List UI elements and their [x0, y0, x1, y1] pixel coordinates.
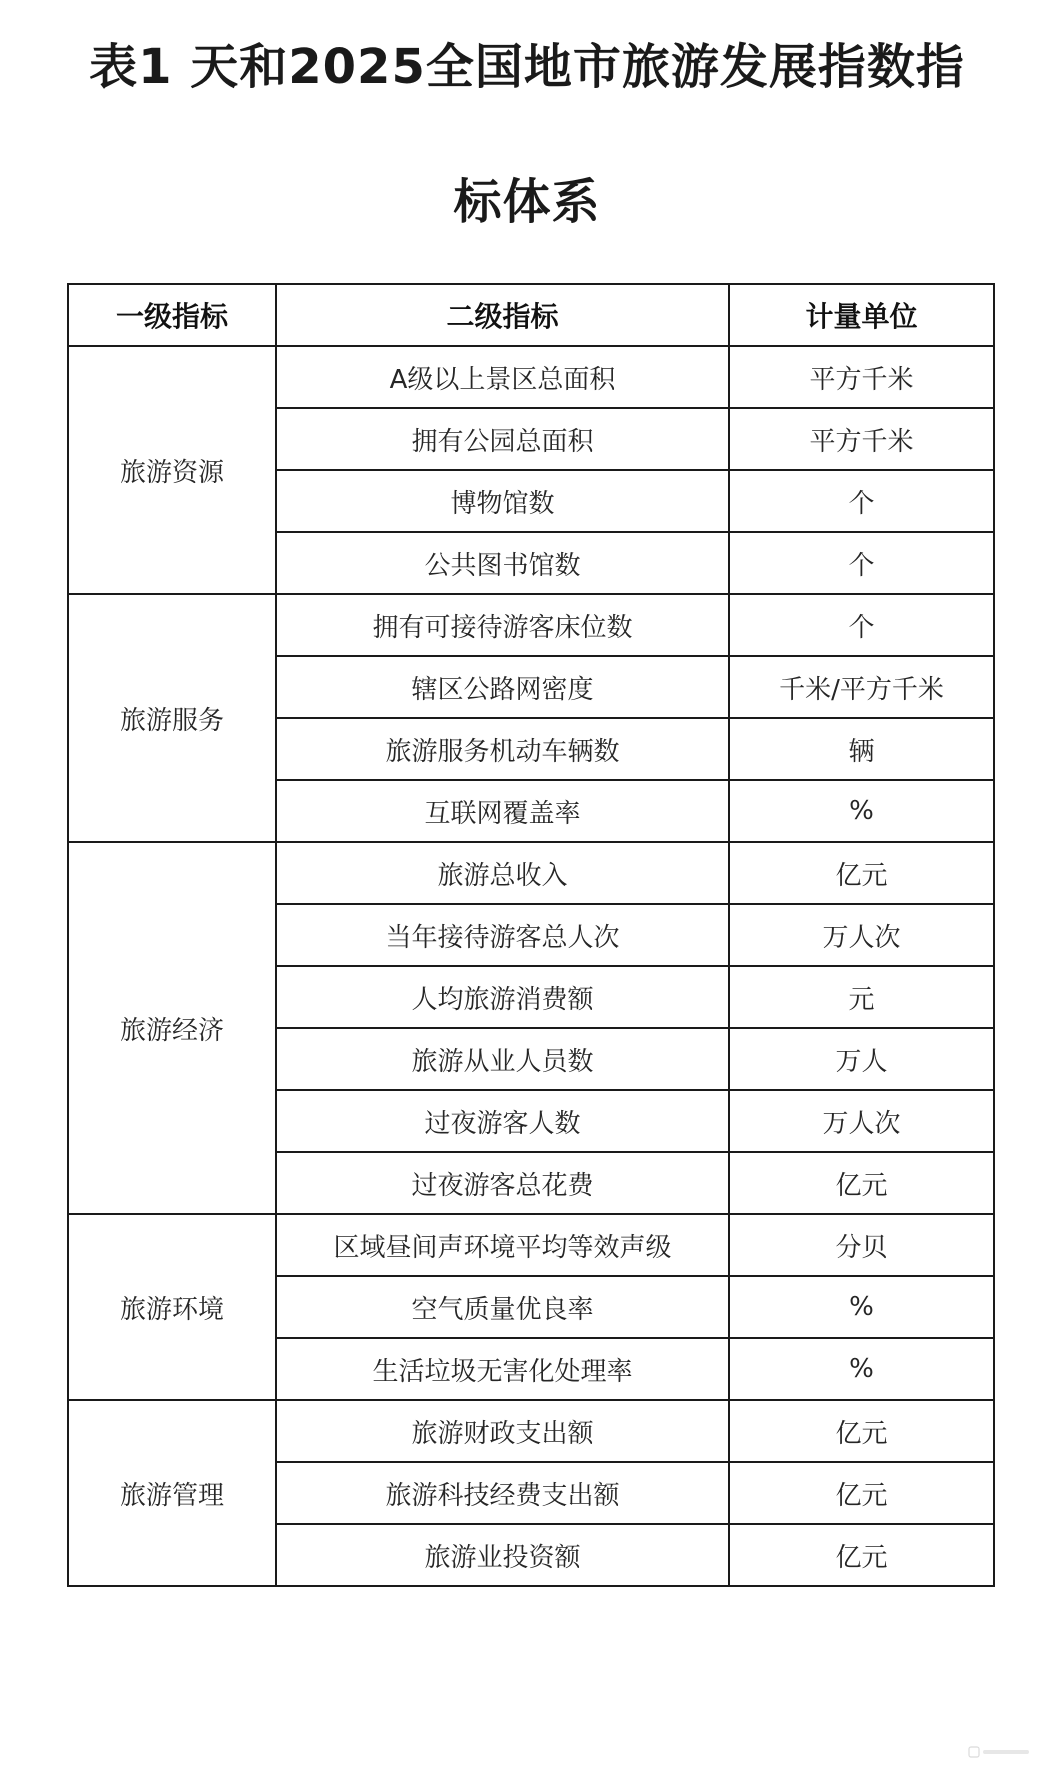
header-primary-indicator: 一级指标: [68, 284, 276, 346]
unit-cell: 万人次: [729, 1090, 994, 1152]
unit-cell: 个: [729, 532, 994, 594]
secondary-indicator-cell: 拥有可接待游客床位数: [276, 594, 729, 656]
header-secondary-indicator: 二级指标: [276, 284, 729, 346]
secondary-indicator-cell: 区域昼间声环境平均等效声级: [276, 1214, 729, 1276]
secondary-indicator-cell: 旅游业投资额: [276, 1524, 729, 1586]
secondary-indicator-cell: 人均旅游消费额: [276, 966, 729, 1028]
secondary-indicator-cell: 当年接待游客总人次: [276, 904, 729, 966]
unit-cell: 亿元: [729, 1400, 994, 1462]
unit-cell: 亿元: [729, 1462, 994, 1524]
table-row: [68, 842, 994, 904]
unit-cell: 亿元: [729, 1152, 994, 1214]
secondary-indicator-cell: 拥有公园总面积: [276, 408, 729, 470]
secondary-indicator-cell: 空气质量优良率: [276, 1276, 729, 1338]
index-system-table: [67, 283, 995, 1587]
secondary-indicator-cell: 互联网覆盖率: [276, 780, 729, 842]
primary-indicator-cell: 旅游资源: [68, 346, 276, 594]
unit-cell: 亿元: [729, 1524, 994, 1586]
secondary-indicator-cell: 过夜游客总花费: [276, 1152, 729, 1214]
secondary-indicator-cell: 过夜游客人数: [276, 1090, 729, 1152]
header-unit: 计量单位: [729, 284, 994, 346]
secondary-indicator-cell: 旅游科技经费支出额: [276, 1462, 729, 1524]
unit-cell: 万人次: [729, 904, 994, 966]
unit-cell: 千米/平方千米: [729, 656, 994, 718]
table-row: [68, 1400, 994, 1462]
unit-cell: 平方千米: [729, 408, 994, 470]
watermark-logo-icon: [968, 1744, 1032, 1760]
primary-indicator-cell: 旅游环境: [68, 1214, 276, 1400]
secondary-indicator-cell: 公共图书馆数: [276, 532, 729, 594]
secondary-indicator-cell: 辖区公路网密度: [276, 656, 729, 718]
secondary-indicator-cell: 博物馆数: [276, 470, 729, 532]
page-title: 表1 天和2025全国地市旅游发展指数指: [89, 39, 965, 95]
page-title-continued: 标体系: [453, 174, 601, 230]
primary-indicator-cell: 旅游管理: [68, 1400, 276, 1586]
unit-cell: %: [729, 1338, 994, 1400]
primary-indicator-cell: 旅游经济: [68, 842, 276, 1214]
table-row: [68, 1214, 994, 1276]
table-header-row: [68, 284, 994, 346]
table-row: [68, 594, 994, 656]
table-row: [68, 346, 994, 408]
unit-cell: 亿元: [729, 842, 994, 904]
unit-cell: 个: [729, 470, 994, 532]
unit-cell: 辆: [729, 718, 994, 780]
secondary-indicator-cell: 旅游财政支出额: [276, 1400, 729, 1462]
unit-cell: 元: [729, 966, 994, 1028]
secondary-indicator-cell: A级以上景区总面积: [276, 346, 729, 408]
unit-cell: %: [729, 780, 994, 842]
unit-cell: 分贝: [729, 1214, 994, 1276]
secondary-indicator-cell: 旅游总收入: [276, 842, 729, 904]
primary-indicator-cell: 旅游服务: [68, 594, 276, 842]
unit-cell: 个: [729, 594, 994, 656]
secondary-indicator-cell: 生活垃圾无害化处理率: [276, 1338, 729, 1400]
secondary-indicator-cell: 旅游服务机动车辆数: [276, 718, 729, 780]
unit-cell: 平方千米: [729, 346, 994, 408]
unit-cell: 万人: [729, 1028, 994, 1090]
secondary-indicator-cell: 旅游从业人员数: [276, 1028, 729, 1090]
unit-cell: %: [729, 1276, 994, 1338]
